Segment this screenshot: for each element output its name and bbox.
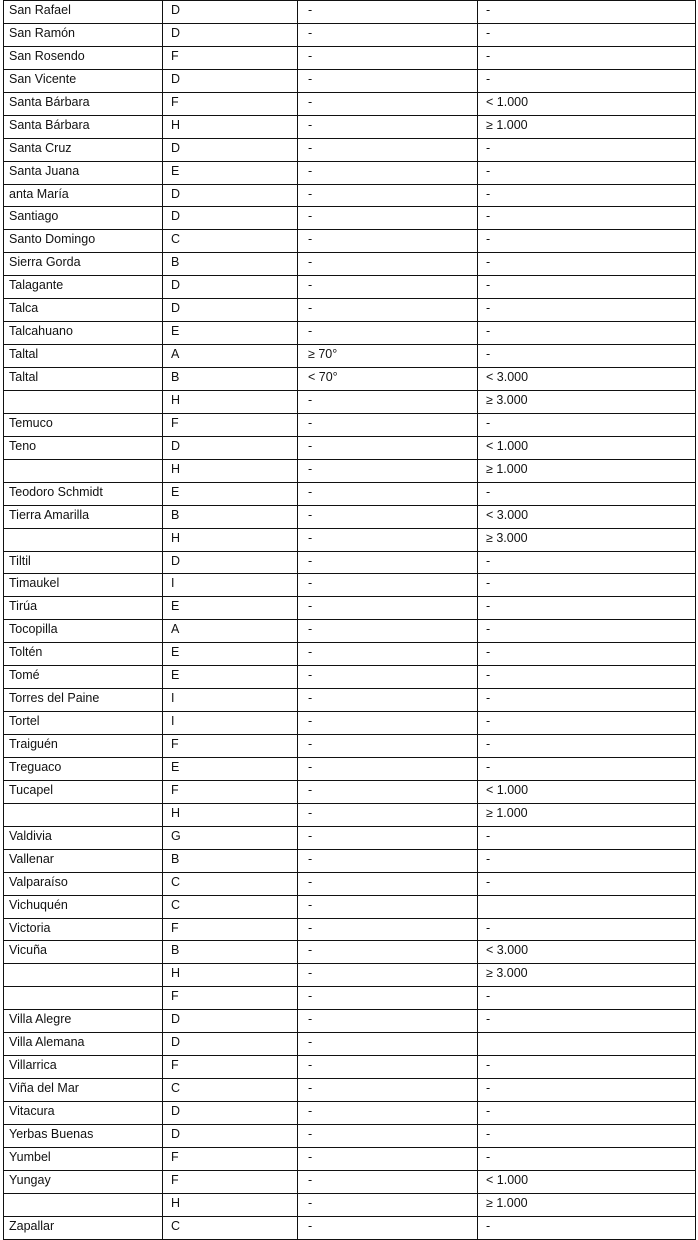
table-row xyxy=(4,597,696,620)
altitude-cell xyxy=(478,895,696,918)
zone-cell: A xyxy=(163,345,298,368)
condition-cell: - xyxy=(298,505,478,528)
altitude-cell: ≥ 1.000 xyxy=(478,1193,696,1216)
altitude-cell: - xyxy=(478,757,696,780)
table-body xyxy=(4,1,696,1240)
condition-cell: - xyxy=(298,666,478,689)
commune-name-cell: Tortel xyxy=(4,712,163,735)
commune-name-cell: Vitacura xyxy=(4,1102,163,1125)
table-row xyxy=(4,735,696,758)
table-row xyxy=(4,299,696,322)
table-row xyxy=(4,987,696,1010)
table-row xyxy=(4,207,696,230)
condition-cell: - xyxy=(298,643,478,666)
table-row xyxy=(4,1056,696,1079)
altitude-cell: - xyxy=(478,689,696,712)
altitude-cell xyxy=(478,1033,696,1056)
condition-cell: - xyxy=(298,964,478,987)
table-row xyxy=(4,46,696,69)
commune-name-cell: Sierra Gorda xyxy=(4,253,163,276)
table-row xyxy=(4,322,696,345)
commune-name-cell: Timaukel xyxy=(4,574,163,597)
condition-cell: < 70° xyxy=(298,368,478,391)
condition-cell: - xyxy=(298,849,478,872)
altitude-cell: - xyxy=(478,1,696,24)
altitude-cell: - xyxy=(478,597,696,620)
condition-cell: - xyxy=(298,689,478,712)
commune-name-cell xyxy=(4,964,163,987)
table-row xyxy=(4,551,696,574)
commune-name-cell: Victoria xyxy=(4,918,163,941)
zone-cell: C xyxy=(163,1216,298,1239)
condition-cell: - xyxy=(298,1216,478,1239)
condition-cell: - xyxy=(298,826,478,849)
condition-cell: - xyxy=(298,735,478,758)
table-row xyxy=(4,459,696,482)
zone-cell: F xyxy=(163,1170,298,1193)
condition-cell: - xyxy=(298,872,478,895)
altitude-cell: - xyxy=(478,872,696,895)
table-row xyxy=(4,482,696,505)
condition-cell: - xyxy=(298,1193,478,1216)
table-row xyxy=(4,780,696,803)
commune-name-cell: Yungay xyxy=(4,1170,163,1193)
altitude-cell: ≥ 1.000 xyxy=(478,459,696,482)
commune-name-cell: Tucapel xyxy=(4,780,163,803)
zone-cell: D xyxy=(163,1033,298,1056)
altitude-cell: - xyxy=(478,712,696,735)
commune-name-cell: Viña del Mar xyxy=(4,1079,163,1102)
altitude-cell: - xyxy=(478,666,696,689)
condition-cell: - xyxy=(298,597,478,620)
table-row xyxy=(4,941,696,964)
altitude-cell: - xyxy=(478,551,696,574)
table-row xyxy=(4,1170,696,1193)
table-row xyxy=(4,872,696,895)
commune-name-cell: Santo Domingo xyxy=(4,230,163,253)
zone-cell: H xyxy=(163,459,298,482)
document-page xyxy=(3,0,695,1240)
commune-name-cell: Teno xyxy=(4,436,163,459)
commune-name-cell: Talagante xyxy=(4,276,163,299)
condition-cell: - xyxy=(298,115,478,138)
table-row xyxy=(4,23,696,46)
altitude-cell: ≥ 1.000 xyxy=(478,803,696,826)
condition-cell: - xyxy=(298,207,478,230)
commune-name-cell: Temuco xyxy=(4,413,163,436)
table-row xyxy=(4,1102,696,1125)
altitude-cell: < 1.000 xyxy=(478,436,696,459)
zone-cell: F xyxy=(163,918,298,941)
commune-name-cell: Tomé xyxy=(4,666,163,689)
altitude-cell: - xyxy=(478,299,696,322)
zone-cell: D xyxy=(163,299,298,322)
altitude-cell: - xyxy=(478,1102,696,1125)
altitude-cell: - xyxy=(478,161,696,184)
altitude-cell: - xyxy=(478,207,696,230)
table-row xyxy=(4,368,696,391)
commune-name-cell: Vichuquén xyxy=(4,895,163,918)
commune-name-cell: Santiago xyxy=(4,207,163,230)
condition-cell: - xyxy=(298,138,478,161)
altitude-cell: - xyxy=(478,413,696,436)
condition-cell: - xyxy=(298,1,478,24)
altitude-cell: - xyxy=(478,1056,696,1079)
condition-cell: ≥ 70° xyxy=(298,345,478,368)
commune-name-cell xyxy=(4,1193,163,1216)
commune-name-cell: Santa Juana xyxy=(4,161,163,184)
altitude-cell: - xyxy=(478,1216,696,1239)
condition-cell: - xyxy=(298,712,478,735)
table-row xyxy=(4,161,696,184)
altitude-cell: - xyxy=(478,826,696,849)
condition-cell: - xyxy=(298,1079,478,1102)
condition-cell: - xyxy=(298,895,478,918)
zone-cell: G xyxy=(163,826,298,849)
table-row xyxy=(4,1216,696,1239)
zone-cell: D xyxy=(163,1010,298,1033)
condition-cell: - xyxy=(298,551,478,574)
table-row xyxy=(4,1193,696,1216)
table-row xyxy=(4,712,696,735)
altitude-cell: ≥ 3.000 xyxy=(478,390,696,413)
commune-name-cell: Taltal xyxy=(4,368,163,391)
zone-cell: C xyxy=(163,895,298,918)
zone-cell: H xyxy=(163,528,298,551)
zone-cell: D xyxy=(163,138,298,161)
altitude-cell: - xyxy=(478,1147,696,1170)
commune-name-cell: Yumbel xyxy=(4,1147,163,1170)
commune-name-cell: Villa Alegre xyxy=(4,1010,163,1033)
zone-cell: D xyxy=(163,69,298,92)
condition-cell: - xyxy=(298,1147,478,1170)
commune-name-cell: San Rosendo xyxy=(4,46,163,69)
condition-cell: - xyxy=(298,436,478,459)
condition-cell: - xyxy=(298,459,478,482)
condition-cell: - xyxy=(298,620,478,643)
commune-name-cell: Traiguén xyxy=(4,735,163,758)
condition-cell: - xyxy=(298,276,478,299)
commune-name-cell: Yerbas Buenas xyxy=(4,1124,163,1147)
condition-cell: - xyxy=(298,1056,478,1079)
zone-cell: D xyxy=(163,551,298,574)
altitude-cell: - xyxy=(478,849,696,872)
zone-cell: H xyxy=(163,803,298,826)
condition-cell: - xyxy=(298,528,478,551)
condition-cell: - xyxy=(298,322,478,345)
condition-cell: - xyxy=(298,780,478,803)
commune-name-cell: Treguaco xyxy=(4,757,163,780)
zone-cell: B xyxy=(163,368,298,391)
condition-cell: - xyxy=(298,941,478,964)
zone-cell: H xyxy=(163,1193,298,1216)
zone-cell: I xyxy=(163,574,298,597)
zone-cell: A xyxy=(163,620,298,643)
altitude-cell: < 3.000 xyxy=(478,941,696,964)
table-row xyxy=(4,436,696,459)
altitude-cell: - xyxy=(478,230,696,253)
altitude-cell: - xyxy=(478,1079,696,1102)
table-row xyxy=(4,138,696,161)
condition-cell: - xyxy=(298,253,478,276)
zone-cell: D xyxy=(163,184,298,207)
table-row xyxy=(4,253,696,276)
zone-cell: D xyxy=(163,207,298,230)
zone-cell: F xyxy=(163,46,298,69)
condition-cell: - xyxy=(298,161,478,184)
altitude-cell: - xyxy=(478,482,696,505)
table-row xyxy=(4,757,696,780)
zone-cell: H xyxy=(163,964,298,987)
table-row xyxy=(4,390,696,413)
altitude-cell: - xyxy=(478,987,696,1010)
condition-cell: - xyxy=(298,1124,478,1147)
altitude-cell: ≥ 3.000 xyxy=(478,528,696,551)
zone-cell: B xyxy=(163,941,298,964)
table-row xyxy=(4,666,696,689)
zone-cell: D xyxy=(163,1124,298,1147)
zone-cell: I xyxy=(163,712,298,735)
condition-cell: - xyxy=(298,1170,478,1193)
altitude-cell: < 3.000 xyxy=(478,368,696,391)
table-row xyxy=(4,505,696,528)
zone-cell: E xyxy=(163,757,298,780)
condition-cell: - xyxy=(298,23,478,46)
zone-cell: C xyxy=(163,1079,298,1102)
condition-cell: - xyxy=(298,574,478,597)
table-row xyxy=(4,276,696,299)
commune-name-cell: Torres del Paine xyxy=(4,689,163,712)
commune-name-cell: Villa Alemana xyxy=(4,1033,163,1056)
altitude-cell: - xyxy=(478,643,696,666)
zone-cell: H xyxy=(163,115,298,138)
commune-name-cell: Vallenar xyxy=(4,849,163,872)
commune-name-cell: Zapallar xyxy=(4,1216,163,1239)
table-row xyxy=(4,826,696,849)
table-row xyxy=(4,1147,696,1170)
condition-cell: - xyxy=(298,299,478,322)
commune-name-cell: Tocopilla xyxy=(4,620,163,643)
zone-cell: E xyxy=(163,161,298,184)
zone-cell: D xyxy=(163,23,298,46)
zone-cell: C xyxy=(163,230,298,253)
zone-cell: B xyxy=(163,849,298,872)
commune-name-cell: Valdivia xyxy=(4,826,163,849)
altitude-cell: - xyxy=(478,69,696,92)
zone-cell: B xyxy=(163,253,298,276)
altitude-cell: ≥ 1.000 xyxy=(478,115,696,138)
condition-cell: - xyxy=(298,918,478,941)
commune-name-cell xyxy=(4,987,163,1010)
altitude-cell: - xyxy=(478,23,696,46)
commune-name-cell: San Vicente xyxy=(4,69,163,92)
condition-cell: - xyxy=(298,46,478,69)
commune-name-cell: Toltén xyxy=(4,643,163,666)
table-row xyxy=(4,528,696,551)
commune-name-cell: Teodoro Schmidt xyxy=(4,482,163,505)
condition-cell: - xyxy=(298,1102,478,1125)
commune-name-cell: Vicuña xyxy=(4,941,163,964)
altitude-cell: < 1.000 xyxy=(478,1170,696,1193)
condition-cell: - xyxy=(298,230,478,253)
table-row xyxy=(4,413,696,436)
commune-name-cell: Talcahuano xyxy=(4,322,163,345)
commune-name-cell: Valparaíso xyxy=(4,872,163,895)
altitude-cell: - xyxy=(478,620,696,643)
table-row xyxy=(4,1,696,24)
table-row xyxy=(4,1079,696,1102)
condition-cell: - xyxy=(298,184,478,207)
table-row xyxy=(4,115,696,138)
altitude-cell: < 1.000 xyxy=(478,92,696,115)
commune-name-cell: Taltal xyxy=(4,345,163,368)
commune-name-cell: San Rafael xyxy=(4,1,163,24)
zone-cell: E xyxy=(163,597,298,620)
condition-cell: - xyxy=(298,757,478,780)
commune-name-cell: Santa Bárbara xyxy=(4,92,163,115)
altitude-cell: - xyxy=(478,138,696,161)
altitude-cell: - xyxy=(478,184,696,207)
altitude-cell: - xyxy=(478,574,696,597)
table-row xyxy=(4,345,696,368)
condition-cell: - xyxy=(298,390,478,413)
table-row xyxy=(4,574,696,597)
table-row xyxy=(4,918,696,941)
altitude-cell: ≥ 3.000 xyxy=(478,964,696,987)
altitude-cell: - xyxy=(478,1124,696,1147)
condition-cell: - xyxy=(298,482,478,505)
table-row xyxy=(4,964,696,987)
commune-name-cell: Villarrica xyxy=(4,1056,163,1079)
commune-name-cell: Tirúa xyxy=(4,597,163,620)
zone-cell: F xyxy=(163,987,298,1010)
altitude-cell: - xyxy=(478,253,696,276)
table-row xyxy=(4,849,696,872)
table-row xyxy=(4,230,696,253)
commune-name-cell: Tierra Amarilla xyxy=(4,505,163,528)
zone-cell: E xyxy=(163,666,298,689)
table-row xyxy=(4,1033,696,1056)
commune-name-cell xyxy=(4,459,163,482)
zone-cell: F xyxy=(163,780,298,803)
table-row xyxy=(4,1124,696,1147)
zone-cell: D xyxy=(163,1102,298,1125)
zone-cell: E xyxy=(163,482,298,505)
condition-cell: - xyxy=(298,413,478,436)
zone-cell: C xyxy=(163,872,298,895)
table-row xyxy=(4,92,696,115)
zone-cell: F xyxy=(163,735,298,758)
commune-name-cell: Santa Cruz xyxy=(4,138,163,161)
zone-cell: H xyxy=(163,390,298,413)
zone-cell: I xyxy=(163,689,298,712)
condition-cell: - xyxy=(298,987,478,1010)
table-row xyxy=(4,895,696,918)
zone-cell: E xyxy=(163,322,298,345)
altitude-cell: - xyxy=(478,918,696,941)
table-row xyxy=(4,643,696,666)
zone-cell: F xyxy=(163,1147,298,1170)
commune-name-cell: Talca xyxy=(4,299,163,322)
altitude-cell: - xyxy=(478,735,696,758)
commune-name-cell xyxy=(4,803,163,826)
zone-cell: F xyxy=(163,413,298,436)
zone-cell: E xyxy=(163,643,298,666)
condition-cell: - xyxy=(298,1010,478,1033)
zone-cell: F xyxy=(163,92,298,115)
commune-name-cell: anta María xyxy=(4,184,163,207)
table-row xyxy=(4,184,696,207)
altitude-cell: - xyxy=(478,276,696,299)
altitude-cell: - xyxy=(478,345,696,368)
commune-name-cell: Santa Bárbara xyxy=(4,115,163,138)
table-row xyxy=(4,689,696,712)
commune-name-cell: San Ramón xyxy=(4,23,163,46)
altitude-cell: - xyxy=(478,46,696,69)
zone-cell: D xyxy=(163,276,298,299)
altitude-cell: - xyxy=(478,322,696,345)
altitude-cell: - xyxy=(478,1010,696,1033)
zone-cell: D xyxy=(163,1,298,24)
zone-cell: D xyxy=(163,436,298,459)
commune-name-cell xyxy=(4,528,163,551)
commune-zone-table xyxy=(3,0,696,1240)
altitude-cell: < 1.000 xyxy=(478,780,696,803)
commune-name-cell: Tiltil xyxy=(4,551,163,574)
table-row xyxy=(4,1010,696,1033)
condition-cell: - xyxy=(298,69,478,92)
condition-cell: - xyxy=(298,803,478,826)
zone-cell: F xyxy=(163,1056,298,1079)
table-row xyxy=(4,803,696,826)
condition-cell: - xyxy=(298,92,478,115)
table-row xyxy=(4,69,696,92)
condition-cell: - xyxy=(298,1033,478,1056)
zone-cell: B xyxy=(163,505,298,528)
altitude-cell: < 3.000 xyxy=(478,505,696,528)
commune-name-cell xyxy=(4,390,163,413)
table-row xyxy=(4,620,696,643)
